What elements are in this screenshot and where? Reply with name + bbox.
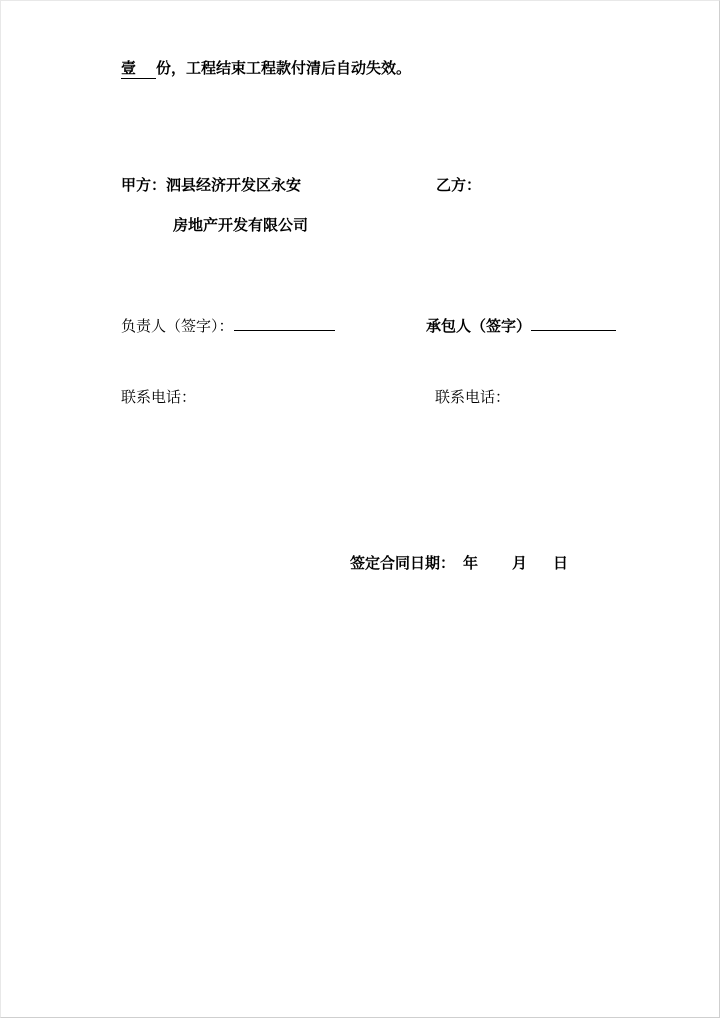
responsible-signature-blank — [234, 316, 335, 331]
contract-date-line — [350, 553, 568, 573]
date-year: 年 — [463, 554, 479, 572]
party-a-name-line2: 房地产开发有限公司 — [173, 216, 309, 234]
copies-word: 壹 — [121, 58, 156, 79]
responsible-signature-line — [121, 316, 335, 336]
contractor-signature-label: 承包人（签字） — [426, 317, 532, 335]
responsible-signature-label: 负责人（签字）： — [121, 317, 234, 335]
party-b-label: 乙方： — [436, 176, 482, 194]
contact-phone-left: 联系电话： — [121, 388, 197, 406]
contractor-signature-line — [426, 316, 616, 336]
copies-clause-text: 份，工程结束工程款付清后自动失效。 — [156, 59, 412, 77]
contract-date-label: 签定合同日期： — [350, 554, 456, 572]
date-day: 日 — [553, 554, 569, 572]
copies-clause — [121, 58, 411, 79]
contractor-signature-blank — [531, 316, 616, 331]
contact-phone-right: 联系电话： — [435, 388, 511, 406]
date-month: 月 — [512, 554, 528, 572]
party-a-name-line1: 泗县经济开发区永安 — [166, 176, 302, 194]
party-a-label: 甲方： — [121, 176, 167, 194]
party-a-line — [121, 175, 301, 195]
